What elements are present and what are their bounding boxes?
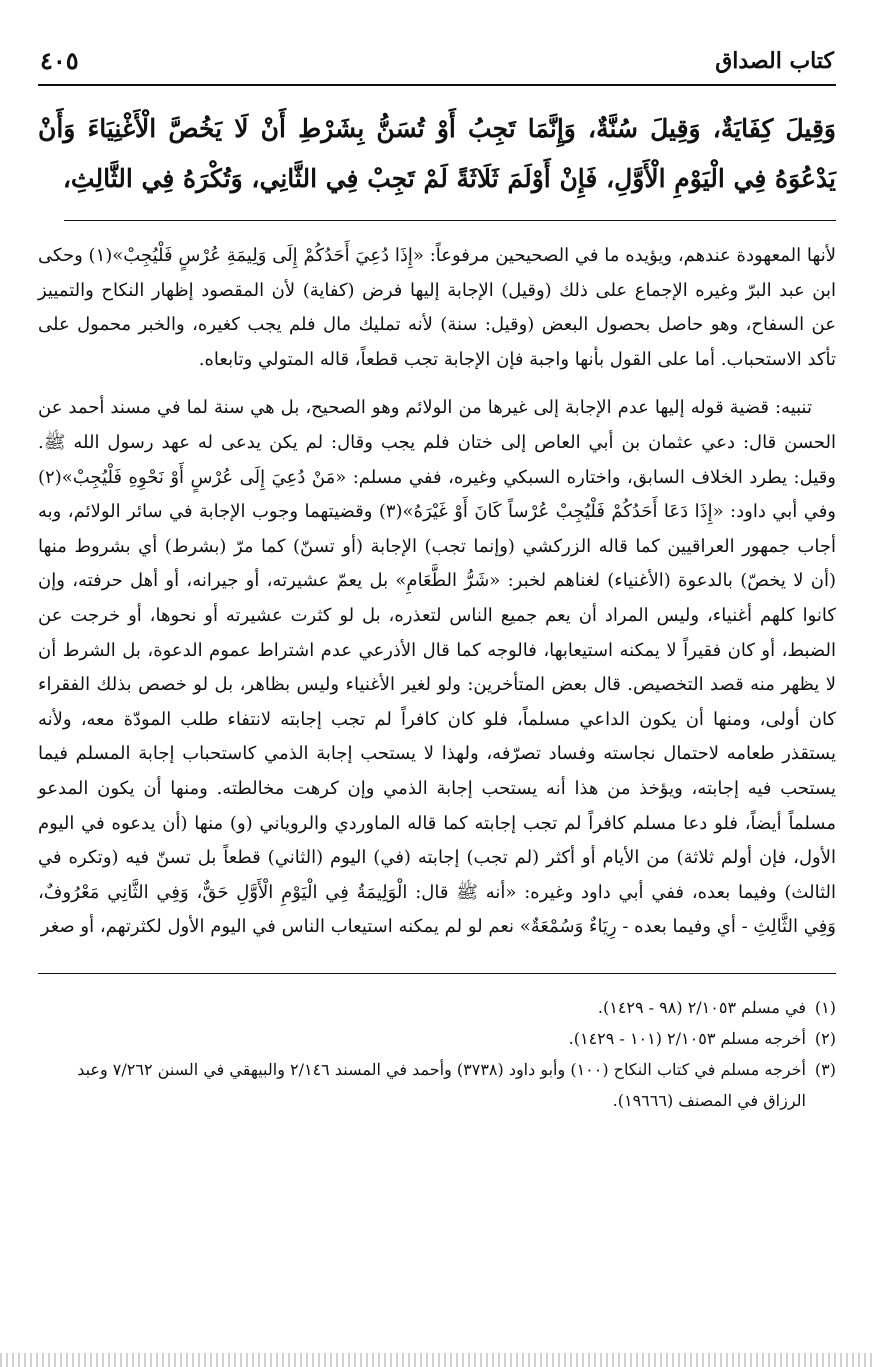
- page-number: ٤٠٥: [40, 46, 79, 75]
- running-title: كتاب الصداق: [715, 48, 834, 74]
- main-text-matn: وَقِيلَ كِفَايَةٌ، وَقِيلَ سُنَّةٌ، وَإِنَّمَا تَجِبُ أَوْ تُسَنُّ بِشَرْطِ أَنْ لَا يَخُصَّ الْأَغْنِيَاءَ وَأَنْ يَدْعُوَهُ فِي الْيَوْمِ الْأَوَّلِ، فَإِنْ أَوْلَمَ ثَلَاثَةً لَمْ تَجِبْ فِي الثَّانِي، وَتُكْرَهُ فِي الثَّالِثِ،: [38, 114, 836, 193]
- footnote-text: في مسلم ٢/١٠٥٣ (٩٨ - ١٤٢٩).: [597, 997, 806, 1017]
- matn-divider: [64, 220, 836, 221]
- commentary-sharh: [38, 239, 836, 945]
- footnote-marker: (١): [814, 997, 836, 1017]
- scan-edge-border: [0, 1353, 873, 1367]
- footnote-1: [38, 992, 836, 1023]
- footnote-divider: [38, 973, 836, 974]
- footnote-text: أخرجه مسلم في كتاب النكاح (١٠٠) وأبو داود (٣٧٣٨) وأحمد في المسند ٢/١٤٦ والبيهقي في السنن ٧/٢٦٢ وعبد الرزاق في المصنف (١٩٦٦٦).: [77, 1059, 806, 1110]
- footnote-text: أخرجه مسلم ٢/١٠٥٣ (١٠١ - ١٤٢٩).: [568, 1028, 806, 1048]
- footnotes: [38, 992, 836, 1116]
- footnote-2: [38, 1023, 836, 1054]
- footnote-marker: (٣): [814, 1059, 836, 1079]
- book-page: [38, 40, 836, 1340]
- commentary-paragraph-2: تنبيه: قضية قوله إليها عدم الإجابة إلى غيرها من الولائم وهو الصحيح، بل هي سنة لما في مسند أحمد عن الحسن قال: دعي عثمان بن أبي العاص إلى ختان فلم يجب وقال: لم يكن يدعى له عهد رسول الله ﷺ. وقيل: يطرد الخلاف السابق، واختاره السبكي وغيره، ففي مسلم: «مَنْ دُعِيَ إِلَى عُرْسٍ أَوْ نَحْوِهِ فَلْيُجِبْ»(٢) وفي أبي داود: «إِذَا دَعَا أَحَدُكُمْ فَلْيُجِبْ عُرْساً كَانَ أَوْ غَيْرَهُ»(٣) وقضيتهما وجوب الإجابة في سائر الولائم، وبه أجاب جمهور العراقيين كما قاله الزركشي (وإنما تجب) الإجابة (أو تسنّ) كما مرّ (بشرط) أي بشروط منها (أن لا يخصّ) بالدعوة (الأغنياء) لغناهم لخبر: «شَرُّ الطَّعَامِ» بل يعمّ عشيرته، أو جيرانه، أو أهل حرفته، وإن كانوا كلهم أغنياء، وليس المراد أن يعم جميع الناس لتعذره، بل لو كثرت عشيرته أو نحوها، أو خرجت عن الضبط، أو كان فقيراً لا يمكنه استيعابها، فالوجه كما قال الأذرعي عدم اشتراط عموم الدعوة، بل الشرط أن لا يظهر منه قصد التخصيص. قال بعض المتأخرين: ولو لغير الأغنياء وليس بظاهر، بل لو خصص بذلك الفقراء كان أولى، ومنها أن يكون الداعي مسلماً، فلو كان كافراً لم تجب إجابته لانتفاء طلب المودّة معه، ولأنه يستقذر طعامه لاحتمال نجاسته وفساد تصرّفه، ولهذا لا يستحب إجابة الذمي كاستحباب إجابة المسلم فيما يستحب فيه إجابته، ويؤخذ من هذا أنه يستحب إجابة الذمي وإن كرهت مخالطته. ومنها أن يكون المدعو مسلماً أيضاً، فلو دعا مسلم كافراً لم تجب إجابته كما قاله الماوردي والروياني (و) منها (أن يدعوه في اليوم الأول، فإن أولم ثلاثة) من الأيام أو أكثر (لم تجب) إجابته (في) اليوم (الثاني) قطعاً بل تسنّ فيه (وتكره في الثالث) وفيما بعده، ففي أبي داود وغيره: «أنه ﷺ قال: الْوَلِيمَةُ فِي الْيَوْمِ الْأَوَّلِ حَقٌّ، وَفِي الثَّانِي مَعْرُوفٌ، وَفِي الثَّالِثِ - أي وفيما بعده - رِيَاءٌ وَسُمْعَةٌ» نعم لو لم يمكنه استيعاب الناس في اليوم الأول لكثرتهم، أو صغر: [38, 397, 836, 938]
- page-header: [38, 40, 836, 86]
- commentary-paragraph-1: لأنها المعهودة عندهم، ويؤيده ما في الصحيحين مرفوعاً: «إِذَا دُعِيَ أَحَدُكُمْ إِلَى وَلِيمَةِ عُرْسٍ فَلْيُجِبْ»(١) وحكى ابن عبد البرّ وغيره الإجماع على ذلك (وقيل) الإجابة إليها فرض (كفاية) لأن المقصود إظهار النكاح والتمييز عن السفاح، وهو حاصل بحصول البعض (وقيل: سنة) لأنه تمليك مال فلم يجب كغيره، والخبر محمول على تأكد الاستحباب. أما على القول بأنها واجبة فإن الإجابة تجب قطعاً، قاله المتولي وتابعاه.: [38, 245, 836, 370]
- footnote-marker: (٢): [814, 1028, 836, 1048]
- footnote-3: [38, 1054, 836, 1116]
